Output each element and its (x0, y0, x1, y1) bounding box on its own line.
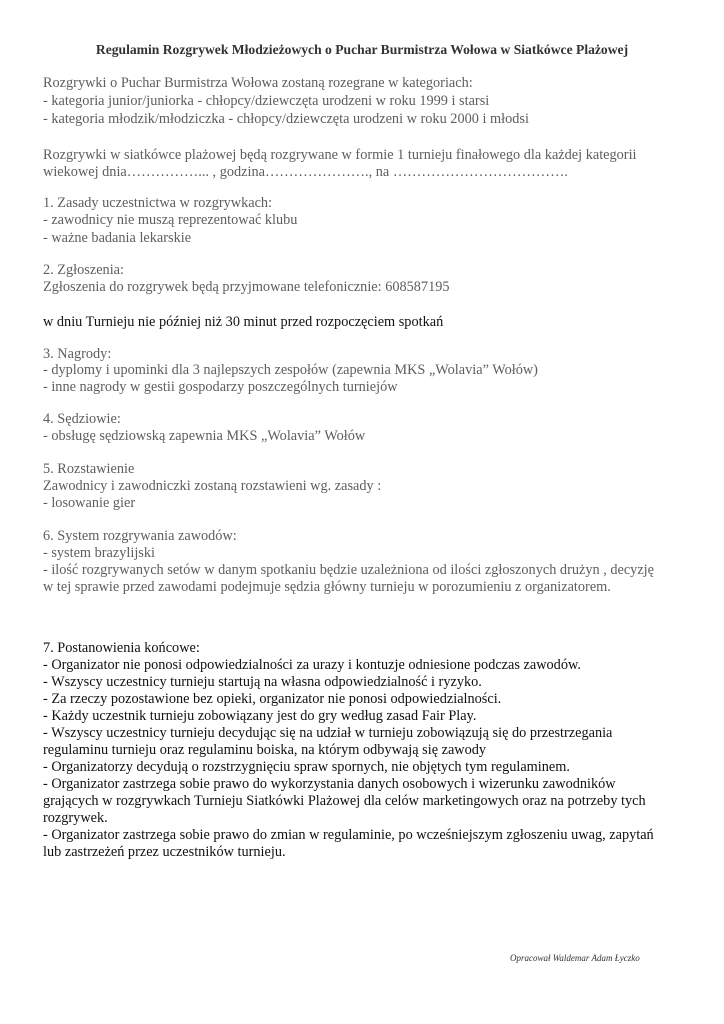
section1-item: - ważne badania lekarskie (43, 230, 192, 246)
section6-heading: 6. System rozgrywania zawodów: (43, 528, 237, 544)
category-mlodzik: - kategoria młodzik/młodziczka - chłopcy/dziewczęta urodzeni w roku 2000 i młodsi (43, 111, 529, 127)
intro-line: Rozgrywki o Puchar Burmistrza Wołowa zostaną rozegrane w kategoriach: (43, 75, 473, 91)
section6-item: - system brazylijski (43, 545, 155, 561)
section5-item: - losowanie gier (43, 495, 136, 511)
section7-line: - Wszyscy uczestnicy turnieju decydując się na udział w turnieju zobowiązują się do przestrzegania (43, 725, 613, 741)
section4-heading: 4. Sędziowie: (43, 411, 121, 427)
section7-line: grających w rozgrywkach Turnieju Siatkówki Plażowej dla celów marketingowych oraz na potrzeby tych (43, 793, 646, 809)
section7-line: - Organizator nie ponosi odpowiedzialności za urazy i kontuzje odniesione podczas zawodów. (43, 657, 581, 673)
section6-item: - ilość rozgrywanych setów w danym spotkaniu będzie uzależniona od ilości zgłoszonych drużyn , decyzję (43, 562, 654, 578)
section1-heading: 1. Zasady uczestnictwa w rozgrywkach: (43, 195, 273, 211)
section3-heading: 3. Nagrody: (43, 346, 112, 362)
section7-line: - Organizator zastrzega sobie prawo do zmian w regulaminie, po wcześniejszym zgłoszeniu uwag, zapytań (43, 827, 654, 843)
format-line-details: wiekowej dnia……………... , godzina…………………., na ………………………………. (43, 164, 568, 180)
section7-line: rozgrywek. (43, 810, 108, 826)
section6-item-continuation: w tej sprawie przed zawodami podejmuje sędzia główny turnieju w porozumieniu z organizatorem. (43, 579, 611, 595)
category-junior: - kategoria junior/juniorka - chłopcy/dziewczęta urodzeni w roku 1999 i starsi (43, 93, 490, 109)
section7-line: regulaminu turnieju oraz regulaminu boiska, na którym odbywają się zawody (43, 742, 487, 758)
section7-line: - Każdy uczestnik turnieju zobowiązany jest do gry według zasad Fair Play. (43, 708, 477, 724)
document-title: Regulamin Rozgrywek Młodzieżowych o Puchar Burmistrza Wołowa w Siatkówce Plażowej (95, 42, 629, 57)
section3-item: - inne nagrody w gestii gospodarzy poszczególnych turniejów (43, 379, 398, 395)
section3-item: - dyplomy i upominki dla 3 najlepszych zespołów (zapewnia MKS „Wolavia” Wołów) (43, 362, 538, 378)
section1-item: - zawodnicy nie muszą reprezentować klubu (43, 212, 298, 228)
section4-item: - obsługę sędziowską zapewnia MKS „Wolavia” Wołów (43, 428, 366, 444)
section7-line: - Wszyscy uczestnicy turnieju startują na własna odpowiedzialność i ryzyko. (43, 674, 482, 690)
section5-line: Zawodnicy i zawodniczki zostaną rozstawieni wg. zasady : (43, 478, 382, 494)
section7-line: - Organizatorzy decydują o rozstrzygnięciu spraw spornych, nie objętych tym regulaminem. (43, 759, 570, 775)
section2-heading: 2. Zgłoszenia: (43, 262, 124, 278)
section2-phone-line: Zgłoszenia do rozgrywek będą przyjmowane telefonicznie: 608587195 (43, 279, 450, 295)
section7-heading: 7. Postanowienia końcowe: (43, 640, 200, 656)
section5-heading: 5. Rozstawienie (43, 461, 135, 477)
format-line: Rozgrywki w siatkówce plażowej będą rozgrywane w formie 1 turnieju finałowego dla każdej kategorii (43, 147, 637, 163)
section7-line: - Organizator zastrzega sobie prawo do wykorzystania danych osobowych i wizerunku zawodników (43, 776, 616, 792)
section7-line: - Za rzeczy pozostawione bez opieki, organizator nie ponosi odpowiedzialności. (43, 691, 502, 707)
section2-deadline-line: w dniu Turnieju nie później niż 30 minut przed rozpoczęciem spotkań (43, 314, 444, 330)
author-footer: Opracował Waldemar Adam Łyczko (510, 953, 640, 963)
section7-line: lub zastrzeżeń przez uczestników turnieju. (43, 844, 286, 860)
